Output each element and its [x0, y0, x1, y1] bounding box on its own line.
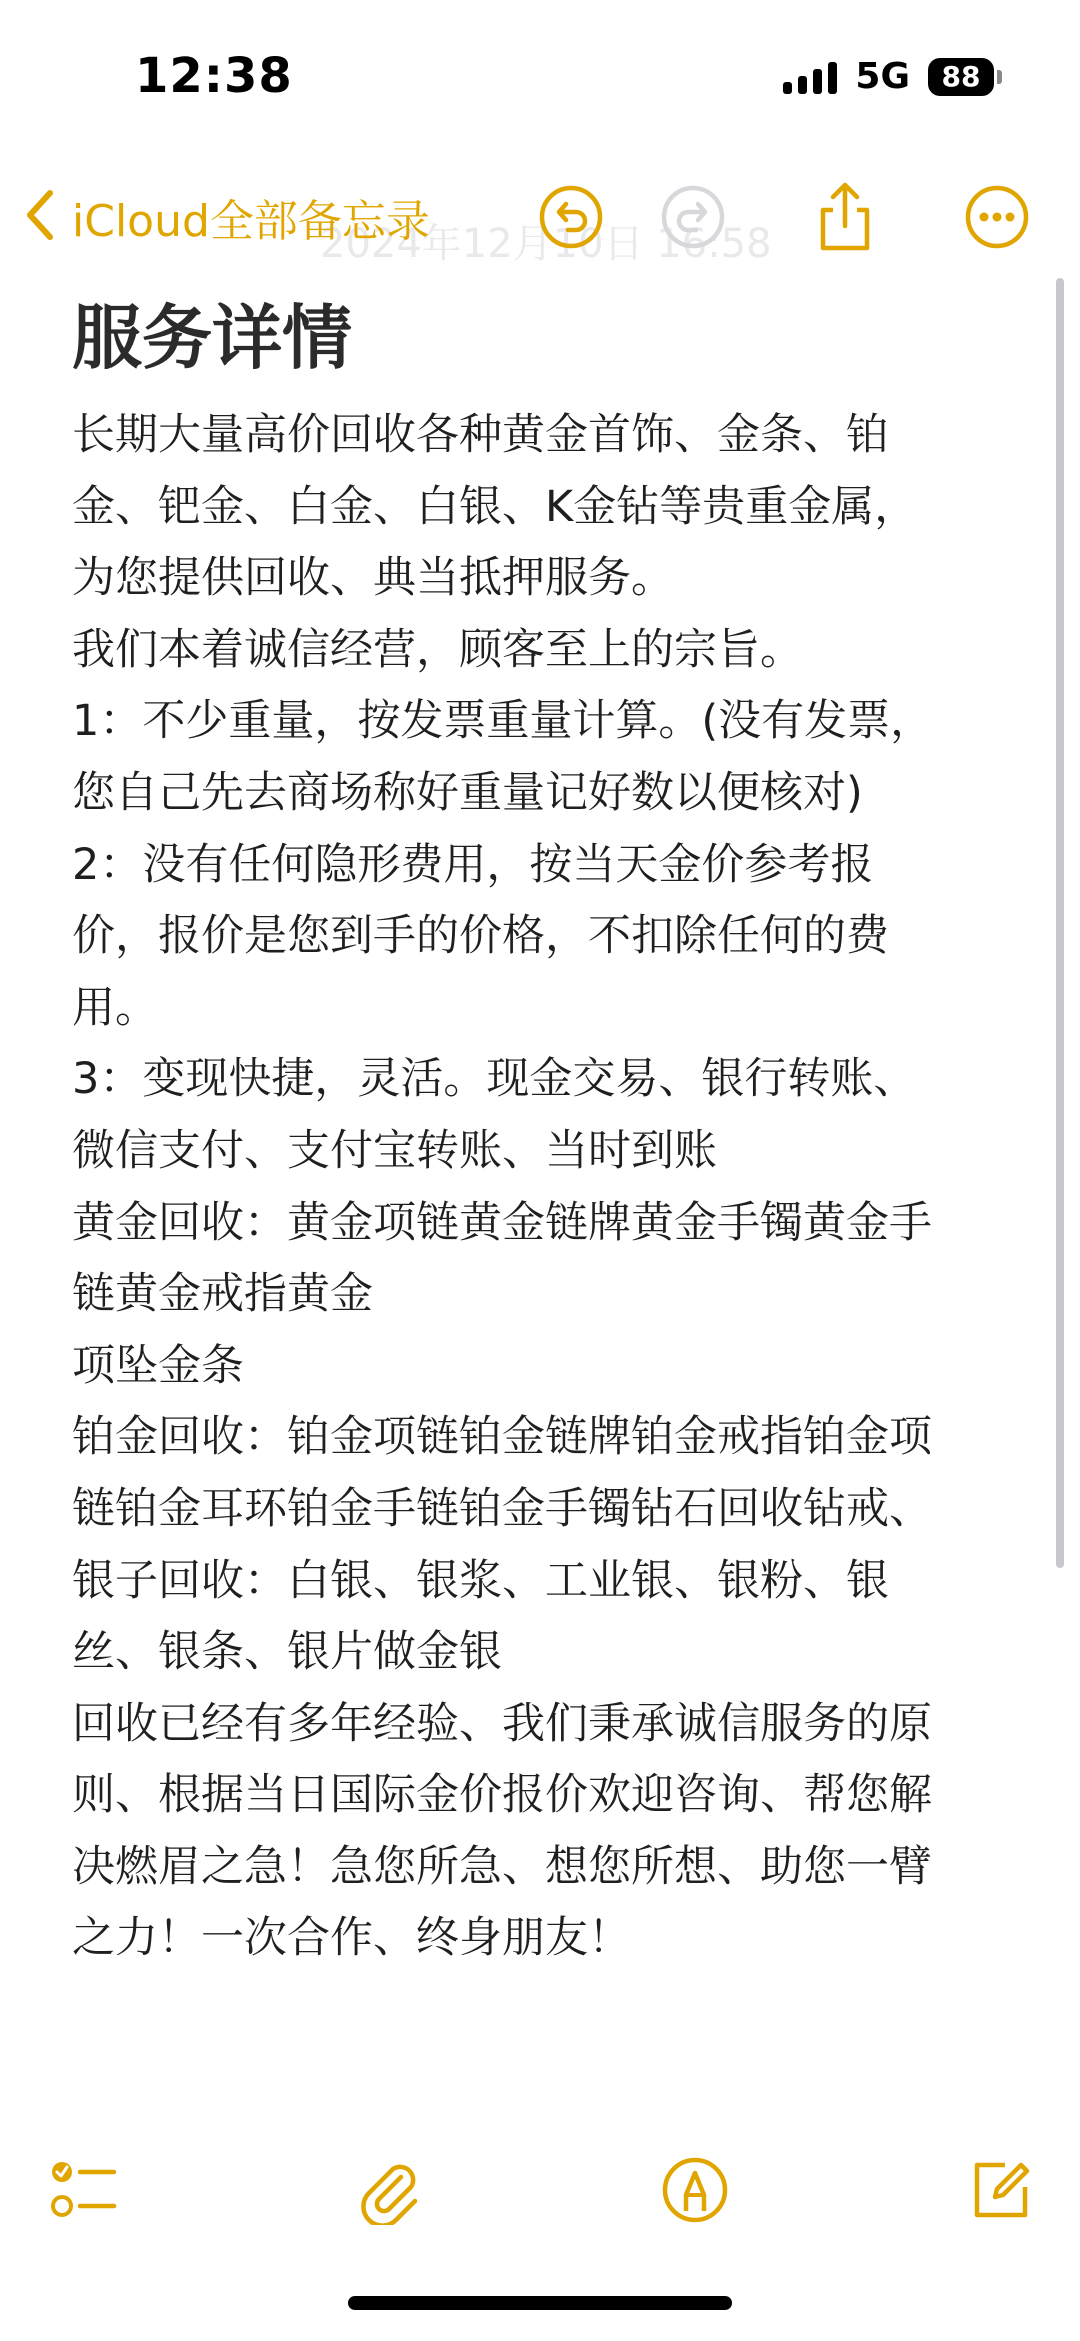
note-line: 用。 — [72, 982, 158, 1033]
note-line: 银子回收：白银、银浆、工业银、银粉、银 — [72, 1555, 889, 1606]
status-indicators — [783, 56, 1002, 97]
status-bar — [0, 0, 1080, 150]
network-type: 5G — [855, 56, 910, 97]
nav-bar — [0, 160, 1080, 270]
note-line: 决燃眉之急！急您所急、想您所想、助您一臂 — [72, 1841, 932, 1892]
share-icon[interactable] — [800, 172, 890, 262]
more-icon[interactable] — [952, 172, 1042, 262]
note-line: 3：变现快捷，灵活。现金交易、银行转账、 — [72, 1054, 917, 1105]
chevron-left-icon — [22, 187, 58, 247]
note-line: 回收已经有多年经验、我们秉承诚信服务的原 — [72, 1698, 932, 1749]
note-line: 链黄金戒指黄金 — [72, 1269, 373, 1320]
signal-icon — [783, 60, 837, 94]
back-label: iCloud全部备忘录 — [72, 196, 430, 247]
note-date-faded: 2024年12月10日 16:58 — [320, 221, 772, 267]
paperclip-icon[interactable] — [335, 2135, 445, 2245]
note-line: 为您提供回收、典当抵押服务。 — [72, 553, 674, 604]
status-time: 12:38 — [135, 48, 293, 104]
note-line: 之力！一次合作、终身朋友！ — [72, 1913, 631, 1964]
undo-icon[interactable] — [526, 172, 616, 262]
note-line: 链铂金耳环铂金手链铂金手镯钻石回收钻戒、 — [72, 1483, 932, 1534]
note-line: 您自己先去商场称好重量记好数以便核对) — [72, 767, 863, 818]
note-line: 黄金回收：黄金项链黄金链牌黄金手镯黄金手 — [72, 1197, 932, 1248]
scroll-indicator[interactable] — [1056, 278, 1064, 1568]
note-line: 微信支付、支付宝转账、当时到账 — [72, 1125, 717, 1176]
note-line: 则、根据当日国际金价报价欢迎咨询、帮您解 — [72, 1770, 932, 1821]
back-button[interactable] — [22, 172, 430, 262]
note-line: 1：不少重量，按发票重量计算。(没有发票， — [72, 696, 934, 747]
note-line: 我们本着诚信经营，顾客至上的宗旨。 — [72, 624, 803, 675]
home-indicator[interactable] — [348, 2296, 732, 2310]
note-content[interactable] — [72, 290, 1012, 1975]
markup-pen-icon[interactable] — [640, 2135, 750, 2245]
battery-icon — [928, 58, 1002, 96]
note-line: 铂金回收：铂金项链铂金链牌铂金戒指铂金项 — [72, 1412, 932, 1463]
note-line: 丝、银条、银片做金银 — [72, 1627, 502, 1678]
note-body[interactable] — [72, 400, 1012, 1975]
redo-icon[interactable] — [648, 172, 738, 262]
note-title[interactable]: 服务详情 — [72, 297, 352, 379]
note-line: 2：没有任何隐形费用，按当天金价参考报 — [72, 839, 874, 890]
note-line: 项坠金条 — [72, 1340, 244, 1391]
note-line: 金、钯金、白金、白银、K金钻等贵重金属， — [72, 481, 918, 532]
note-line: 长期大量高价回收各种黄金首饰、金条、铂 — [72, 410, 889, 460]
note-line: 价，报价是您到手的价格，不扣除任何的费 — [72, 911, 889, 962]
compose-icon[interactable] — [945, 2135, 1055, 2245]
checklist-icon[interactable] — [30, 2135, 140, 2245]
battery-level: 88 — [928, 58, 994, 96]
bottom-toolbar — [0, 2135, 1080, 2245]
